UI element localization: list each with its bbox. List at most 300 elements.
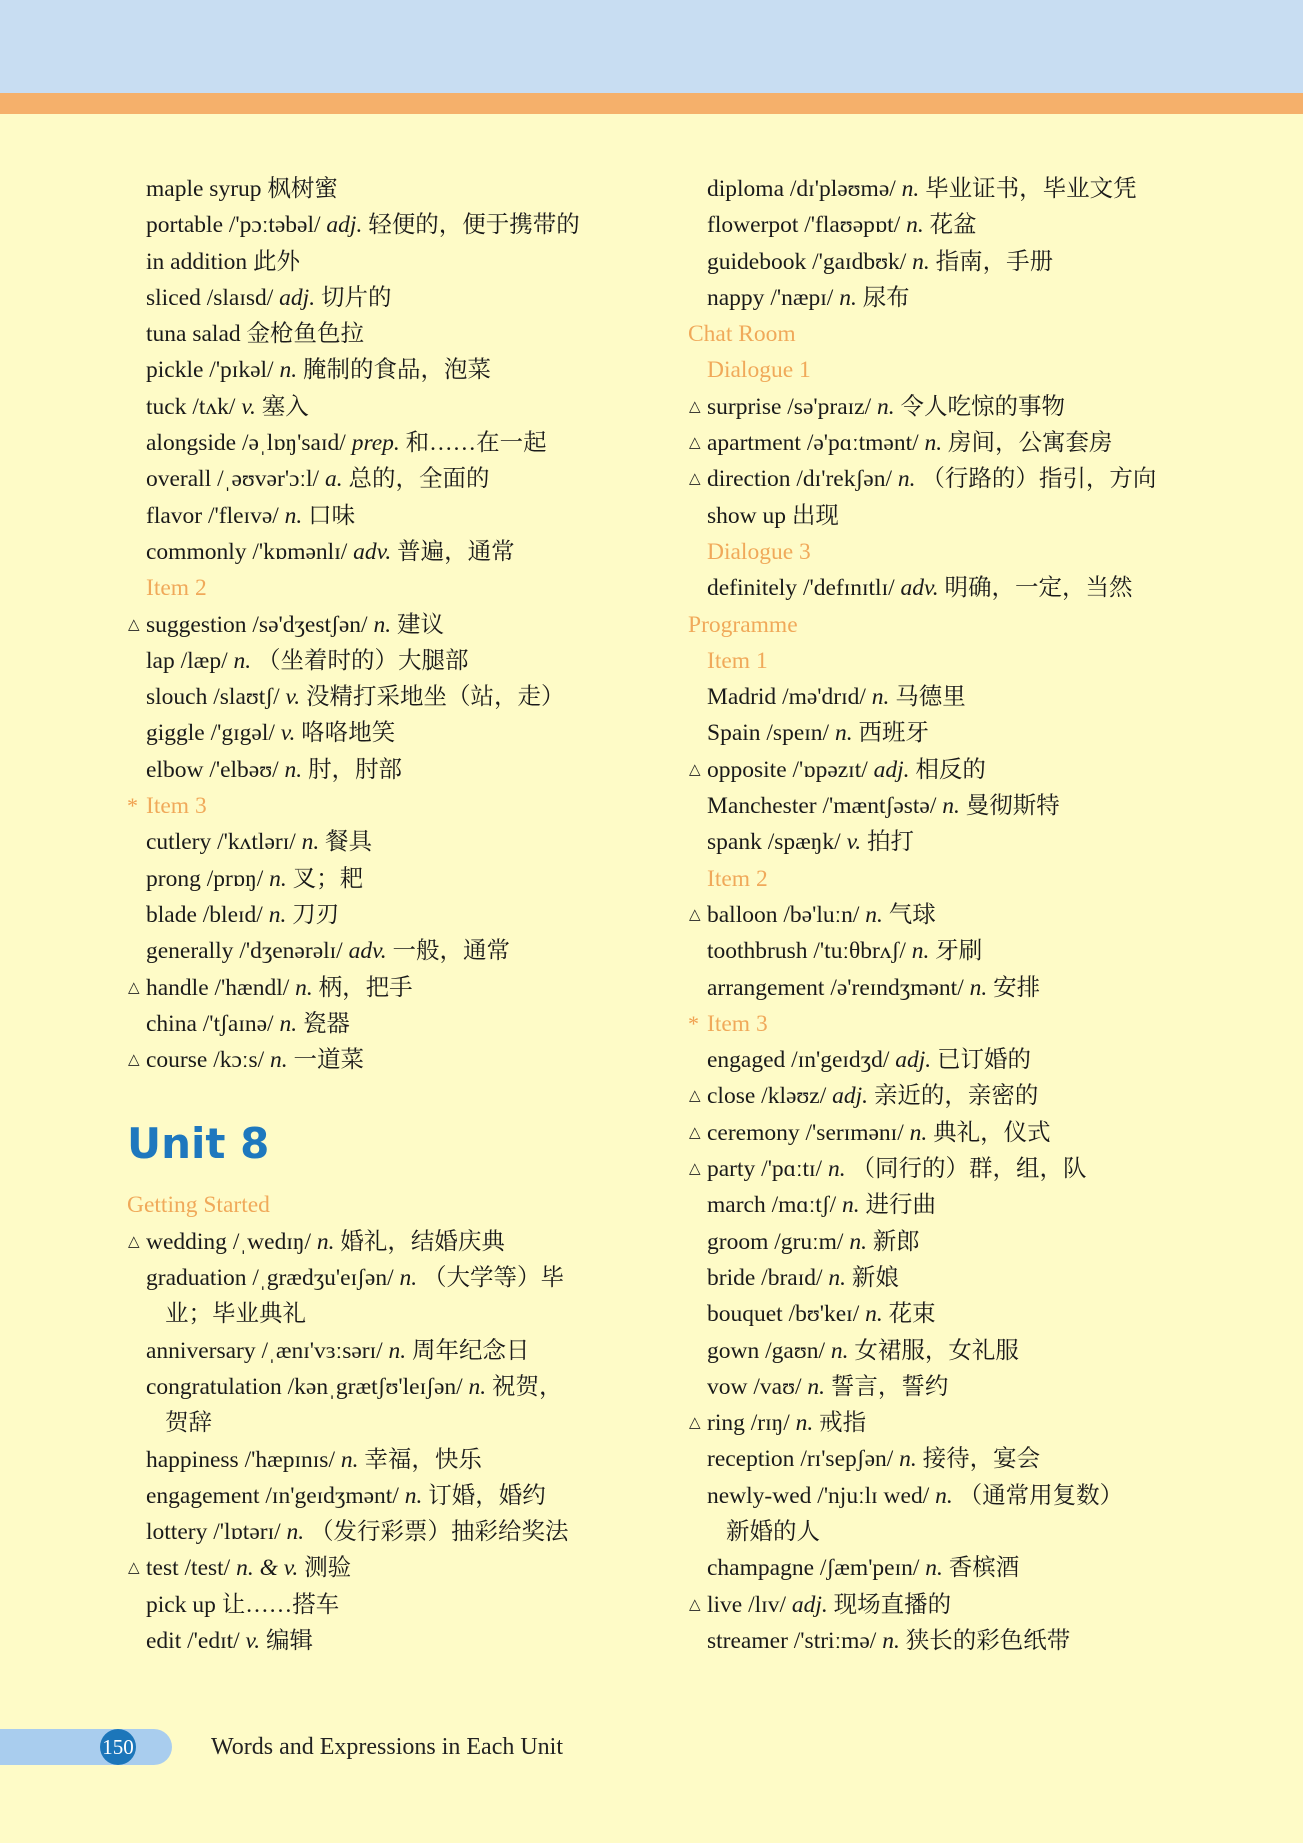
vocab-entry: [688, 1187, 1288, 1223]
subsection-label: Dialogue 3: [707, 538, 811, 565]
entry-definition: 餐具: [325, 829, 373, 856]
entry-phonetic: /'pɑːtɪ/: [761, 1156, 823, 1183]
entry-continuation: 业；毕业典礼: [165, 1301, 306, 1328]
entry-phonetic: /'ɒpəzɪt/: [792, 756, 868, 783]
entry-phonetic: /'serɪmənɪ/: [805, 1119, 904, 1146]
entry-phonetic: /'gɪgəl/: [210, 720, 275, 747]
entry-part-of-speech: n.: [284, 756, 303, 783]
entry-part-of-speech: adj.: [791, 1591, 828, 1618]
entry-continuation: 贺辞: [165, 1410, 212, 1437]
entry-definition: 现场直播的: [833, 1591, 952, 1618]
entry-phonetic: /dɪ'pləʊmə/: [789, 176, 896, 202]
entry-word: wedding: [146, 1228, 227, 1255]
entry-definition: （同行的）群，组，队: [851, 1156, 1087, 1183]
vocab-entry: [688, 171, 1288, 207]
entry-word: Madrid: [707, 684, 777, 711]
entry-word: giggle: [146, 720, 205, 747]
vocab-entry: [127, 1514, 647, 1550]
entry-phonetic: /ɪn'geɪdʒmənt/: [265, 1482, 399, 1509]
triangle-marker-icon: △: [689, 471, 701, 488]
vocab-entry: [688, 425, 1288, 461]
entry-definition: 女裙服，女礼服: [854, 1337, 1019, 1364]
entry-definition: 和……在一起: [405, 430, 547, 457]
vocab-entry: [127, 244, 647, 280]
vocab-entry: [127, 534, 647, 570]
entry-word: sliced: [146, 284, 201, 311]
entry-part-of-speech: n.: [935, 1482, 953, 1509]
header-accent-stripe: [0, 93, 1303, 114]
triangle-marker-icon: △: [689, 1596, 701, 1613]
subsection-label: Dialogue 1: [707, 357, 811, 384]
entry-phonetic: /'lɒtərɪ/: [213, 1519, 281, 1546]
vocab-entry: [688, 244, 1288, 280]
entry-definition: 令人吃惊的事物: [900, 393, 1065, 420]
entry-word: flowerpot: [707, 212, 799, 239]
vocab-entry: [688, 207, 1288, 243]
entry-definition: 轻便的，便于携带的: [368, 212, 580, 239]
entry-word: pick up: [146, 1591, 216, 1618]
entry-phonetic: /gaʊn/: [765, 1337, 825, 1364]
vocab-entry: [688, 1042, 1288, 1078]
entry-word: definitely: [707, 575, 798, 602]
entry-part-of-speech: adj.: [279, 284, 316, 311]
entry-word: engaged: [707, 1047, 786, 1074]
entry-word: handle: [146, 974, 209, 1001]
vocab-entry: [688, 1405, 1288, 1441]
section-heading: Programme: [688, 611, 798, 638]
triangle-marker-icon: △: [689, 435, 701, 452]
vocab-entry: [688, 570, 1288, 606]
entry-part-of-speech: n.: [906, 212, 924, 239]
entry-word: reception: [707, 1446, 795, 1473]
entry-definition: 测验: [304, 1555, 352, 1582]
entry-definition: 切片的: [320, 284, 392, 311]
entry-word: commonly: [146, 538, 247, 565]
entry-part-of-speech: n.: [865, 901, 883, 928]
entry-phonetic: /ˌgrædʒu'eɪʃən/: [252, 1265, 394, 1292]
entry-word: ring: [707, 1410, 745, 1437]
vocab-entry: [127, 207, 647, 243]
vocab-entry: [688, 1260, 1288, 1296]
vocab-entry: [127, 389, 647, 425]
entry-word: party: [707, 1156, 756, 1183]
entry-definition: 此外: [253, 248, 301, 275]
triangle-marker-icon: △: [128, 979, 140, 996]
entry-part-of-speech: n.: [316, 1228, 335, 1255]
entry-word: prong: [146, 865, 201, 892]
entry-phonetic: /ˌwedɪŋ/: [232, 1228, 312, 1255]
vocab-entry: [127, 352, 647, 388]
entry-definition: 花盆: [929, 212, 977, 239]
subsection-label: Item 3: [146, 793, 207, 820]
entry-part-of-speech: n.: [301, 829, 320, 856]
entry-part-of-speech: v.: [846, 829, 862, 856]
vocab-entry: [127, 1442, 647, 1478]
triangle-marker-icon: △: [128, 616, 140, 633]
vocab-entry: [688, 1224, 1288, 1260]
triangle-marker-icon: △: [689, 1124, 701, 1141]
vocab-entry: [127, 752, 647, 788]
entry-phonetic: /rɪ'sepʃən/: [800, 1446, 894, 1473]
entry-phonetic: /slaɪsd/: [206, 284, 274, 311]
entry-definition: 拍打: [867, 829, 915, 856]
vocab-entry: [127, 715, 647, 751]
entry-word: tuck: [146, 393, 187, 420]
entry-word: newly-wed: [707, 1482, 812, 1509]
entry-part-of-speech: n.: [827, 1156, 846, 1183]
entry-part-of-speech: n.: [233, 647, 252, 674]
entry-definition: 牙刷: [935, 938, 983, 965]
entry-word: tuna salad: [146, 321, 241, 348]
entry-word: overall: [146, 466, 212, 493]
vocab-entry: [688, 280, 1288, 316]
entry-part-of-speech: n.: [901, 176, 920, 202]
entry-part-of-speech: n.: [909, 1119, 928, 1146]
entry-part-of-speech: n.: [865, 1301, 883, 1328]
subsection-heading: [688, 643, 1288, 679]
vocab-entry: [688, 715, 1288, 751]
entry-phonetic: /sə'dʒestʃən/: [252, 611, 368, 638]
entry-definition: 西班牙: [858, 720, 929, 747]
entry-part-of-speech: n.: [969, 974, 988, 1001]
vocab-entry: [127, 1369, 647, 1405]
entry-definition: 马德里: [895, 684, 966, 711]
vocab-entry: [127, 1224, 647, 1260]
entry-phonetic: /mɑːtʃ/: [771, 1192, 837, 1219]
entry-phonetic: /'defɪnɪtlɪ/: [802, 575, 895, 602]
entry-phonetic: /ə'pɑːtmənt/: [806, 430, 919, 457]
entry-word: alongside: [146, 430, 237, 457]
entry-word: suggestion: [146, 611, 247, 638]
entry-phonetic: /'edɪt/: [187, 1627, 240, 1654]
entry-phonetic: /'hæpɪnɪs/: [244, 1446, 335, 1473]
vocab-entry: [688, 824, 1288, 860]
entry-part-of-speech: adj.: [832, 1083, 869, 1110]
entry-phonetic: /'flaʊəpɒt/: [804, 212, 901, 239]
entry-definition: （坐着时的）大腿部: [256, 647, 469, 674]
entry-word: surprise: [707, 393, 782, 420]
entry-definition: （通常用复数）: [958, 1482, 1124, 1509]
entry-definition: 戒指: [819, 1410, 867, 1437]
vocab-entry: [688, 788, 1288, 824]
entry-phonetic: /'dʒenərəlɪ/: [239, 938, 343, 965]
entry-definition: 塞入: [261, 393, 309, 420]
entry-word: close: [707, 1083, 756, 1110]
entry-definition: 新娘: [851, 1264, 899, 1291]
vocab-entry: [127, 316, 647, 352]
entry-word: slouch: [146, 684, 208, 711]
spacer: [127, 1174, 647, 1187]
unit-title: Unit 8: [127, 1119, 270, 1169]
entry-word: graduation: [146, 1265, 247, 1292]
vocab-column-left: [127, 171, 647, 1659]
entry-word: happiness: [146, 1446, 239, 1473]
vocab-entry: [127, 643, 647, 679]
entry-word: Spain: [707, 720, 761, 747]
entry-definition: 气球: [888, 901, 936, 928]
entry-phonetic: /lɪv/: [748, 1591, 786, 1618]
entry-phonetic: /'hændl/: [214, 974, 290, 1001]
entry-word: apartment: [707, 430, 801, 457]
entry-definition: 接待，宴会: [922, 1446, 1041, 1473]
entry-word: groom: [707, 1228, 769, 1255]
entry-part-of-speech: n.: [849, 1228, 867, 1255]
vocab-entry: [127, 1006, 647, 1042]
entry-phonetic: /bʊ'keɪ/: [788, 1301, 860, 1328]
entry-continuation: 新婚的人: [726, 1518, 820, 1545]
entry-definition: 刀刃: [292, 901, 340, 928]
vocab-entry: [688, 389, 1288, 425]
entry-definition: 相反的: [915, 756, 986, 783]
entry-definition: 总的，全面的: [348, 466, 490, 493]
entry-word: diploma: [707, 176, 785, 202]
entry-phonetic: /vaʊ/: [753, 1373, 802, 1400]
header-band: [0, 0, 1303, 93]
entry-phonetic: /əˌlɒŋ'saɪd/: [241, 430, 346, 457]
subsection-heading: [688, 352, 1288, 388]
vocab-entry: [688, 1441, 1288, 1477]
entry-definition: 肘，肘部: [308, 756, 403, 783]
triangle-marker-icon: △: [689, 1088, 701, 1105]
entry-part-of-speech: n.: [340, 1446, 359, 1473]
entry-phonetic: /dɪ'rekʃən/: [796, 466, 892, 493]
spacer: [127, 1078, 647, 1114]
entry-definition: 咯咯地笑: [301, 720, 396, 747]
entry-part-of-speech: v.: [280, 720, 296, 747]
entry-word: blade: [146, 901, 197, 928]
vocab-entry: [688, 1550, 1288, 1586]
subsection-label: Item 2: [707, 865, 768, 892]
entry-word: maple syrup: [146, 176, 262, 202]
entry-phonetic: /slaʊtʃ/: [213, 684, 280, 711]
triangle-marker-icon: △: [128, 1052, 140, 1069]
entry-definition: 瓷器: [302, 1010, 350, 1037]
entry-word: gown: [707, 1337, 760, 1364]
footer-title: Words and Expressions in Each Unit: [211, 1734, 564, 1760]
vocab-entry: [127, 1550, 647, 1586]
entry-part-of-speech: adv.: [900, 575, 939, 602]
entry-part-of-speech: n.: [373, 611, 392, 638]
entry-word: course: [146, 1047, 208, 1074]
entry-definition: （发行彩票）抽彩给奖法: [310, 1519, 569, 1546]
entry-definition: 狭长的彩色纸带: [905, 1627, 1071, 1654]
vocab-entry: [688, 897, 1288, 933]
entry-phonetic: /prɒŋ/: [206, 865, 264, 892]
entry-definition: 柄，把手: [318, 974, 413, 1001]
vocab-entry: [127, 970, 647, 1006]
entry-phonetic: /test/: [184, 1555, 231, 1582]
entry-word: live: [707, 1591, 743, 1618]
entry-definition: 指南，手册: [935, 248, 1054, 275]
vocab-entry: [688, 679, 1288, 715]
entry-word: congratulation: [146, 1373, 282, 1400]
entry-definition: 进行曲: [865, 1192, 936, 1219]
vocab-entry: [688, 1078, 1288, 1114]
entry-phonetic: /tʌk/: [192, 393, 236, 420]
section-heading: Getting Started: [127, 1192, 270, 1219]
vocab-entry: [688, 1369, 1288, 1405]
vocab-entry: [688, 498, 1288, 534]
entry-part-of-speech: n.: [899, 1446, 917, 1473]
entry-phonetic: /'tʃaɪnə/: [202, 1010, 274, 1037]
vocab-entry: [688, 1296, 1288, 1332]
entry-part-of-speech: n.: [279, 357, 298, 384]
entry-definition: 亲近的，亲密的: [873, 1083, 1039, 1110]
entry-part-of-speech: n.: [942, 793, 960, 820]
entry-word: portable: [146, 212, 223, 239]
subsection-label: Item 2: [146, 575, 207, 602]
vocab-entry: [688, 1333, 1288, 1369]
entry-phonetic: /'striːmə/: [793, 1627, 877, 1654]
entry-definition: 建议: [396, 611, 444, 638]
entry-definition: 香槟酒: [948, 1555, 1020, 1582]
entry-definition: 婚礼，结婚庆典: [340, 1228, 505, 1255]
entry-word: ceremony: [707, 1119, 800, 1146]
vocab-entry: [127, 1333, 647, 1369]
vocab-entry: [688, 752, 1288, 788]
entry-word: opposite: [707, 756, 787, 783]
subsection-label: Item 3: [707, 1010, 768, 1037]
entry-definition: 明确，一定，当然: [944, 575, 1133, 602]
entry-definition: 出现: [791, 502, 839, 529]
entry-definition: （大学等）毕: [423, 1265, 565, 1292]
vocab-entry: [127, 933, 647, 969]
entry-definition: 安排: [993, 974, 1041, 1001]
entry-phonetic: /rɪŋ/: [750, 1410, 790, 1437]
entry-part-of-speech: n.: [807, 1373, 825, 1400]
entry-word: edit: [146, 1627, 182, 1654]
entry-phonetic: /'elbəʊ/: [209, 756, 279, 783]
entry-phonetic: /'kʌtlərɪ/: [217, 829, 296, 856]
vocab-entry: [127, 824, 647, 860]
vocab-entry: [688, 1115, 1288, 1151]
entry-part-of-speech: a.: [324, 466, 343, 493]
entry-word: spank: [707, 829, 762, 856]
entry-phonetic: /ˌænɪ'vɜːsərɪ/: [261, 1337, 383, 1364]
triangle-marker-icon: △: [689, 398, 701, 415]
entry-part-of-speech: n.: [912, 248, 930, 275]
entry-phonetic: /ʃæm'peɪn/: [819, 1555, 920, 1582]
entry-phonetic: /'næpɪ/: [770, 284, 834, 311]
vocab-entry: [688, 461, 1288, 497]
vocab-entry: [127, 607, 647, 643]
entry-word: test: [146, 1555, 179, 1582]
subsection-heading: [127, 570, 647, 606]
entry-definition: 订婚，婚约: [428, 1482, 546, 1509]
entry-phonetic: /spæŋk/: [767, 829, 841, 856]
entry-phonetic: /'gaɪdbʊk/: [812, 248, 907, 275]
triangle-marker-icon: △: [689, 761, 701, 778]
entry-part-of-speech: n. & v.: [236, 1555, 299, 1582]
entry-word: lottery: [146, 1519, 208, 1546]
entry-part-of-speech: adj.: [895, 1047, 932, 1074]
vocab-entry: [127, 425, 647, 461]
entry-phonetic: /mə'drɪd/: [782, 684, 866, 711]
entry-definition: 枫树蜜: [267, 176, 338, 202]
entry-definition: 房间，公寓套房: [948, 430, 1113, 457]
entry-phonetic: /'tuːθbrʌʃ/: [813, 938, 906, 965]
entry-phonetic: /læp/: [180, 647, 228, 674]
vocab-entry: [127, 1623, 647, 1659]
entry-definition: 一般，通常: [392, 938, 511, 965]
subsection-heading: [688, 534, 1288, 570]
vocab-entry: [127, 171, 647, 207]
entry-definition: 普遍，通常: [397, 538, 515, 565]
entry-phonetic: /kləʊz/: [761, 1083, 827, 1110]
entry-part-of-speech: v.: [241, 393, 256, 420]
entry-word: balloon: [707, 901, 778, 928]
entry-word: elbow: [146, 756, 204, 783]
subsection-heading: [127, 788, 647, 824]
entry-definition: 幸福，快乐: [364, 1446, 482, 1473]
entry-part-of-speech: adv.: [348, 938, 387, 965]
entry-definition: 一道菜: [293, 1047, 365, 1074]
entry-word: show up: [707, 502, 786, 529]
entry-part-of-speech: adv.: [353, 538, 392, 565]
vocab-entry: [127, 1478, 647, 1514]
vocab-entry: [688, 1587, 1288, 1623]
entry-word: streamer: [707, 1627, 788, 1654]
entry-part-of-speech: n.: [924, 430, 943, 457]
entry-word: march: [707, 1192, 766, 1219]
entry-definition: 周年纪念日: [412, 1337, 530, 1364]
entry-part-of-speech: n.: [911, 938, 930, 965]
vocab-entry: [127, 1042, 647, 1078]
entry-definition: （行路的）指引，方向: [921, 466, 1157, 493]
entry-word: arrangement: [707, 974, 825, 1001]
vocab-entry: [127, 498, 647, 534]
entry-part-of-speech: v.: [245, 1627, 261, 1654]
entry-part-of-speech: n.: [830, 1337, 849, 1364]
entry-definition: 金枪鱼色拉: [246, 321, 364, 348]
entry-definition: 腌制的食品，泡菜: [302, 357, 491, 384]
entry-phonetic: /kənˌgrætʃʊ'leɪʃən/: [287, 1373, 463, 1400]
entry-definition: 花束: [888, 1301, 936, 1328]
entry-phonetic: /braɪd/: [761, 1264, 823, 1291]
page-number-tab: [0, 1729, 172, 1765]
entry-part-of-speech: n.: [269, 865, 287, 892]
vocab-entry: [127, 861, 647, 897]
subsection-heading: [688, 1006, 1288, 1042]
entry-phonetic: /kɔːs/: [213, 1047, 265, 1074]
entry-part-of-speech: n.: [468, 1373, 487, 1400]
entry-definition: 让……搭车: [221, 1591, 340, 1618]
entry-definition: 口味: [308, 502, 356, 529]
entry-phonetic: /'fleɪvə/: [208, 502, 279, 529]
vocab-entry: [688, 970, 1288, 1006]
entry-definition: 誓言，誓约: [830, 1373, 949, 1400]
entry-phonetic: /ˌəʊvər'ɔːl/: [217, 466, 320, 493]
entry-word: nappy: [707, 284, 765, 311]
vocab-entry: [127, 1587, 647, 1623]
entry-part-of-speech: n.: [828, 1264, 847, 1291]
entry-word: cutlery: [146, 829, 212, 856]
entry-word: bouquet: [707, 1301, 783, 1328]
entry-part-of-speech: adj.: [873, 756, 910, 783]
subsection-label: Item 1: [707, 647, 768, 674]
triangle-marker-icon: △: [689, 1415, 701, 1432]
vocab-entry: [688, 1478, 1288, 1514]
entry-part-of-speech: n.: [284, 502, 303, 529]
entry-word: in addition: [146, 248, 248, 275]
entry-part-of-speech: n.: [871, 684, 890, 711]
entry-part-of-speech: n.: [404, 1482, 423, 1509]
entry-word: pickle: [146, 357, 204, 384]
entry-definition: 曼彻斯特: [965, 793, 1060, 820]
entry-part-of-speech: n.: [877, 393, 895, 420]
entry-phonetic: /ə'reɪndʒmənt/: [830, 974, 964, 1001]
vocab-entry: [688, 1151, 1288, 1187]
